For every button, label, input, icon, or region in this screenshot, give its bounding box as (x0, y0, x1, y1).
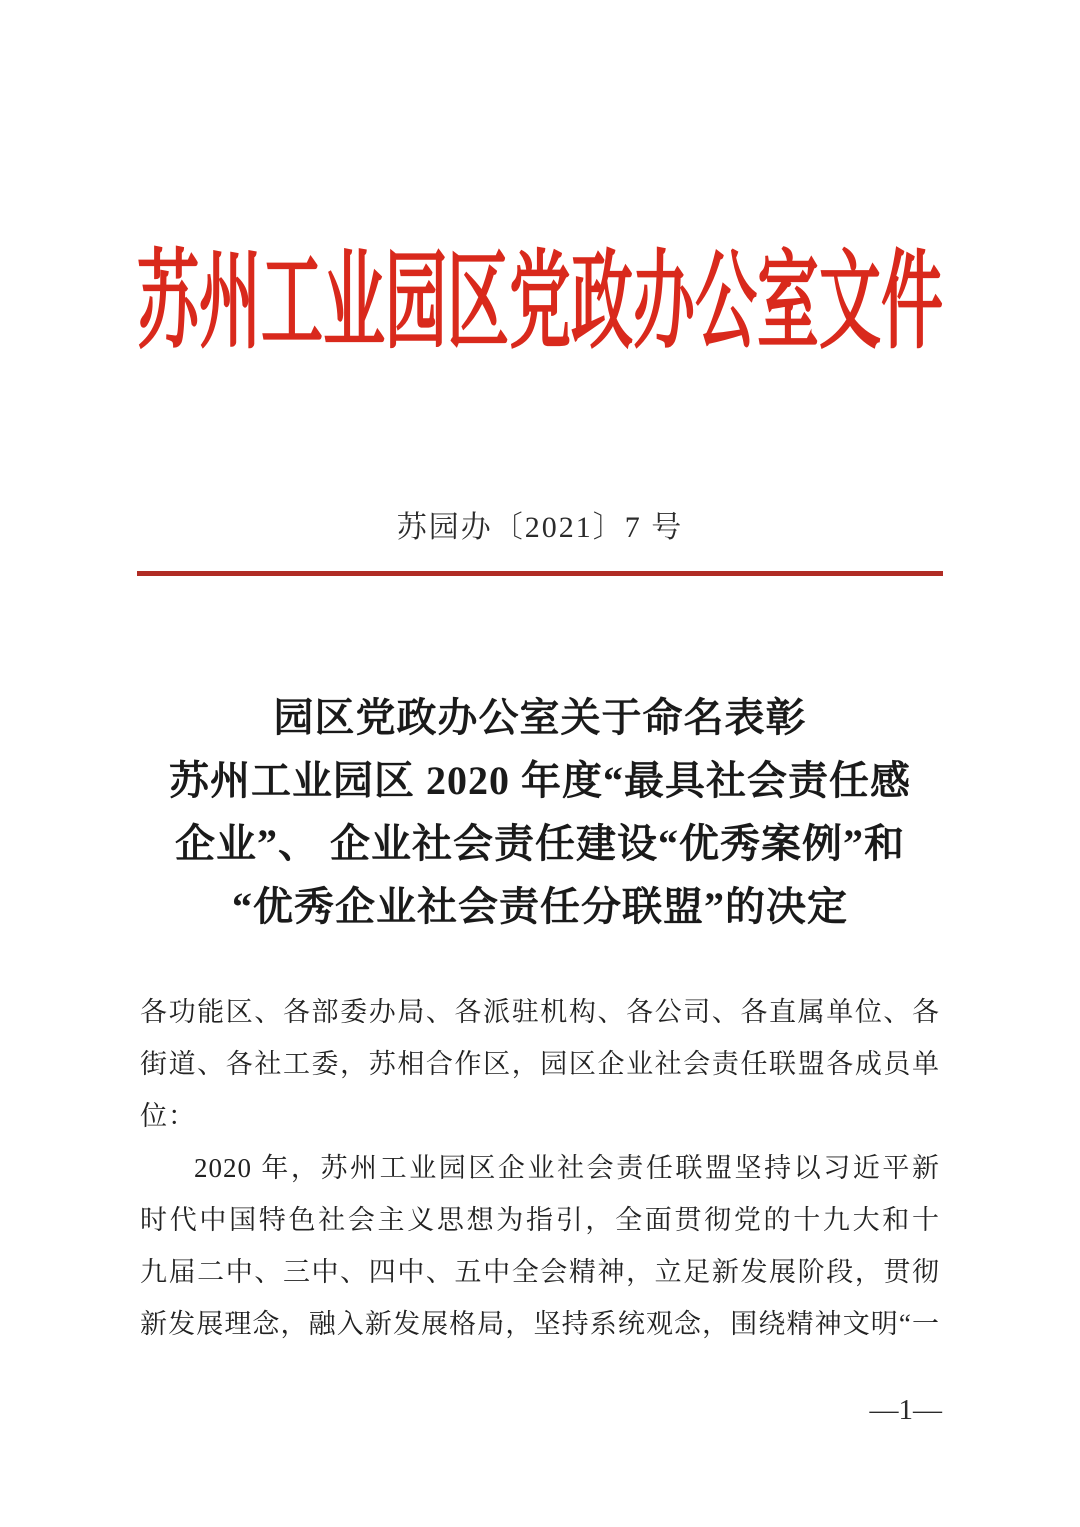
title-line: “优秀企业社会责任分联盟”的决定 (232, 884, 848, 929)
body-line: 各功能区、各部委办局、各派驻机构、各公司、各直属单位、各 (140, 997, 940, 1027)
letterhead-title: 苏州工业园区党政办公室文件 (136, 244, 943, 362)
body-line: 街道、各社工委，苏相合作区，园区企业社会责任联盟各成员单 (140, 1049, 940, 1079)
title-line: 苏州工业园区 2020 年度“最具社会责任感 (169, 758, 911, 803)
title-line: 园区党政办公室关于命名表彰 (273, 695, 807, 740)
body-line: 时代中国特色社会主义思想为指引，全面贯彻党的十九大和十 (140, 1205, 940, 1235)
document-title (0, 686, 1080, 938)
page-number: —1— (869, 1394, 942, 1426)
letterhead (0, 228, 1080, 362)
body-line: 新发展理念，融入新发展格局，坚持系统观念，围绕精神文明“一 (140, 1309, 940, 1339)
body-line: 2020 年，苏州工业园区企业社会责任联盟坚持以习近平新 (194, 1153, 940, 1183)
body-line: 九届二中、三中、四中、五中全会精神，立足新发展阶段，贯彻 (140, 1257, 940, 1287)
title-line: 企业”、 企业社会责任建设“优秀案例”和 (175, 821, 905, 866)
body-text (140, 986, 940, 1350)
body-line: 位： (140, 1101, 196, 1131)
red-divider-line (137, 571, 943, 576)
document-number: 苏园办〔2021〕7 号 (396, 511, 684, 544)
